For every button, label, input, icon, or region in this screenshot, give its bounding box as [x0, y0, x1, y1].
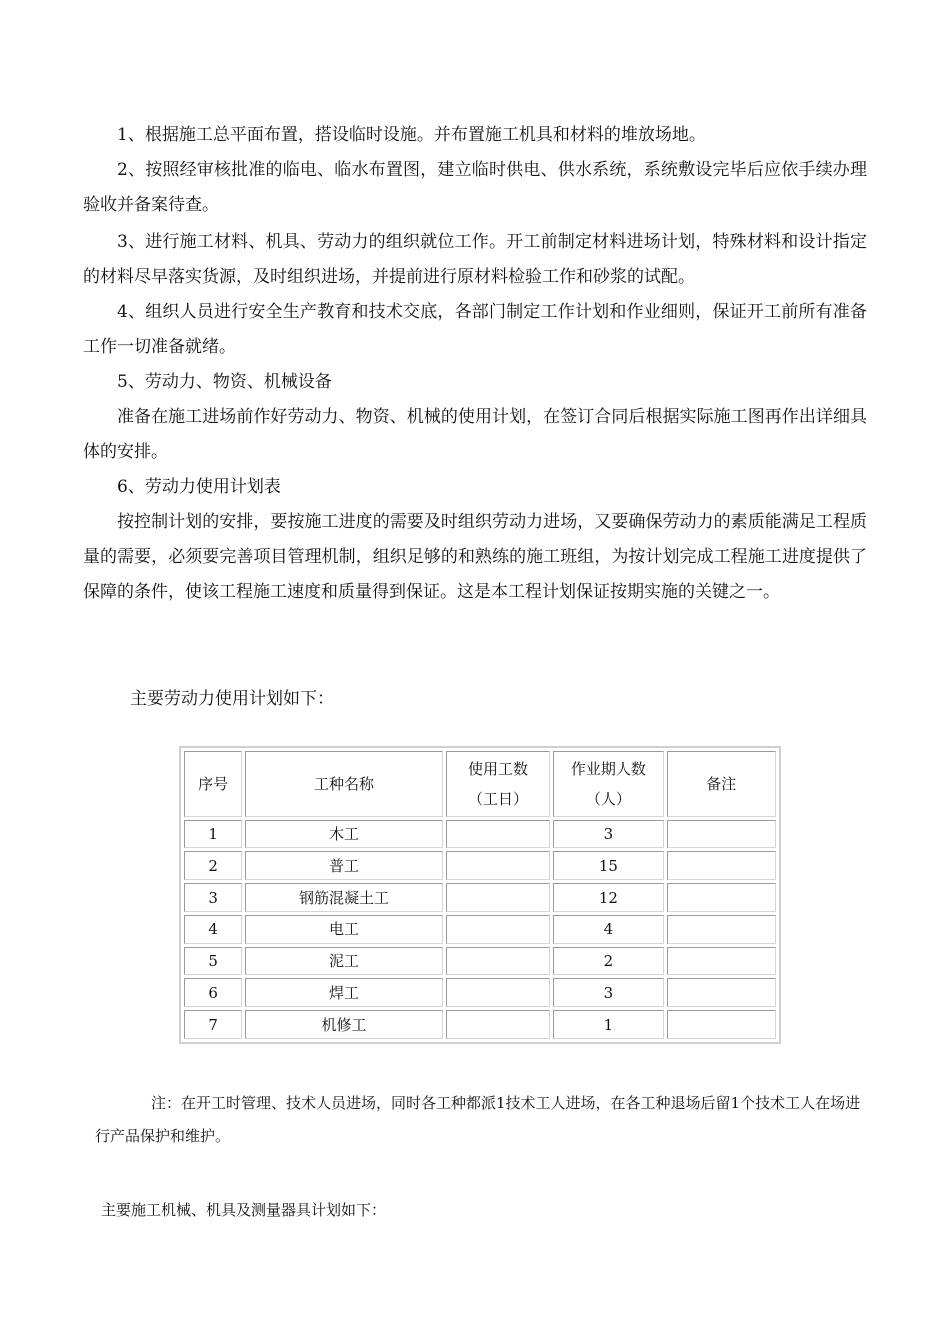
- paragraph-4: 4、组织人员进行安全生产教育和技术交底，各部门制定工作计划和作业细则，保证开工前所有准备工作一切准备就绪。: [83, 302, 867, 357]
- cell-seq: 1: [184, 820, 242, 849]
- table-header-row: [184, 751, 776, 817]
- cell-remark: [667, 947, 776, 976]
- header-seq: 序号: [184, 751, 242, 817]
- cell-workdays: [446, 978, 550, 1007]
- cell-people: 1: [553, 1010, 663, 1039]
- table-row: [184, 883, 776, 912]
- table-intro: 主要劳动力使用计划如下：: [130, 689, 334, 709]
- cell-remark: [667, 1010, 776, 1039]
- cell-workdays: [446, 883, 550, 912]
- cell-workdays: [446, 1010, 550, 1039]
- paragraph-1: 1、根据施工总平面布置，搭设临时设施。并布置施工机具和材料的堆放场地。: [117, 125, 706, 145]
- cell-seq: 2: [184, 851, 242, 880]
- paragraph-2: 2、按照经审核批准的临电、临水布置图，建立临时供电、供水系统，系统敷设完毕后应依手续办理验收并备案待查。: [83, 160, 867, 215]
- cell-name: 木工: [245, 820, 443, 849]
- cell-remark: [667, 978, 776, 1007]
- table-row: [184, 851, 776, 880]
- cell-people: 2: [553, 947, 663, 976]
- table-note: 注：在开工时管理、技术人员进场，同时各工种都派1技术工人进场，在各工种退场后留1个技术工人在场进行产品保护和维护。: [95, 1094, 861, 1145]
- cell-seq: 3: [184, 883, 242, 912]
- cell-remark: [667, 883, 776, 912]
- cell-people: 4: [553, 915, 663, 944]
- header-people: [553, 751, 663, 817]
- cell-workdays: [446, 915, 550, 944]
- table-row: [184, 947, 776, 976]
- cell-name: 焊工: [245, 978, 443, 1007]
- header-name: 工种名称: [245, 751, 443, 817]
- cell-seq: 4: [184, 915, 242, 944]
- header-workdays: [446, 751, 550, 817]
- cell-name: 泥工: [245, 947, 443, 976]
- cell-seq: 7: [184, 1010, 242, 1039]
- machinery-intro: 主要施工机械、机具及测量器具计划如下：: [101, 1201, 387, 1219]
- labor-plan-table: [179, 746, 781, 1044]
- table-row: [184, 820, 776, 849]
- section-heading-6: 6、劳动力使用计划表: [117, 477, 281, 497]
- cell-workdays: [446, 820, 550, 849]
- cell-workdays: [446, 947, 550, 976]
- cell-people: 12: [553, 883, 663, 912]
- cell-name: 电工: [245, 915, 443, 944]
- header-workdays-line1: 使用工数: [468, 759, 529, 778]
- paragraph-5-body: 准备在施工进场前作好劳动力、物资、机械的使用计划，在签订合同后根据实际施工图再作出详细具体的安排。: [83, 407, 867, 462]
- cell-remark: [667, 915, 776, 944]
- table-row: [184, 915, 776, 944]
- cell-people: 3: [553, 820, 663, 849]
- cell-name: 普工: [245, 851, 443, 880]
- cell-remark: [667, 820, 776, 849]
- header-remark: 备注: [667, 751, 776, 817]
- paragraph-3: 3、进行施工材料、机具、劳动力的组织就位工作。开工前制定材料进场计划，特殊材料和设计指定的材料尽早落实货源，及时组织进场，并提前进行原材料检验工作和砂浆的试配。: [83, 232, 867, 287]
- cell-people: 15: [553, 851, 663, 880]
- cell-seq: 5: [184, 947, 242, 976]
- cell-seq: 6: [184, 978, 242, 1007]
- cell-workdays: [446, 851, 550, 880]
- cell-people: 3: [553, 978, 663, 1007]
- cell-name: 钢筋混凝土工: [245, 883, 443, 912]
- section-heading-5: 5、劳动力、物资、机械设备: [117, 372, 332, 392]
- header-people-line1: 作业期人数: [570, 759, 646, 778]
- header-workdays-line2: （工日）: [468, 789, 529, 808]
- cell-name: 机修工: [245, 1010, 443, 1039]
- header-people-line2: （人）: [585, 789, 631, 808]
- paragraph-6-body: 按控制计划的安排，要按施工进度的需要及时组织劳动力进场，又要确保劳动力的素质能满足工程质量的需要，必须要完善项目管理机制，组织足够的和熟练的施工班组，为按计划完成工程施工进度提供了保障的条件，使该工程施工速度和质量得到保证。这是本工程计划保证按期实施的关键之一。: [83, 512, 867, 602]
- cell-remark: [667, 851, 776, 880]
- table-row: [184, 1010, 776, 1039]
- table-row: [184, 978, 776, 1007]
